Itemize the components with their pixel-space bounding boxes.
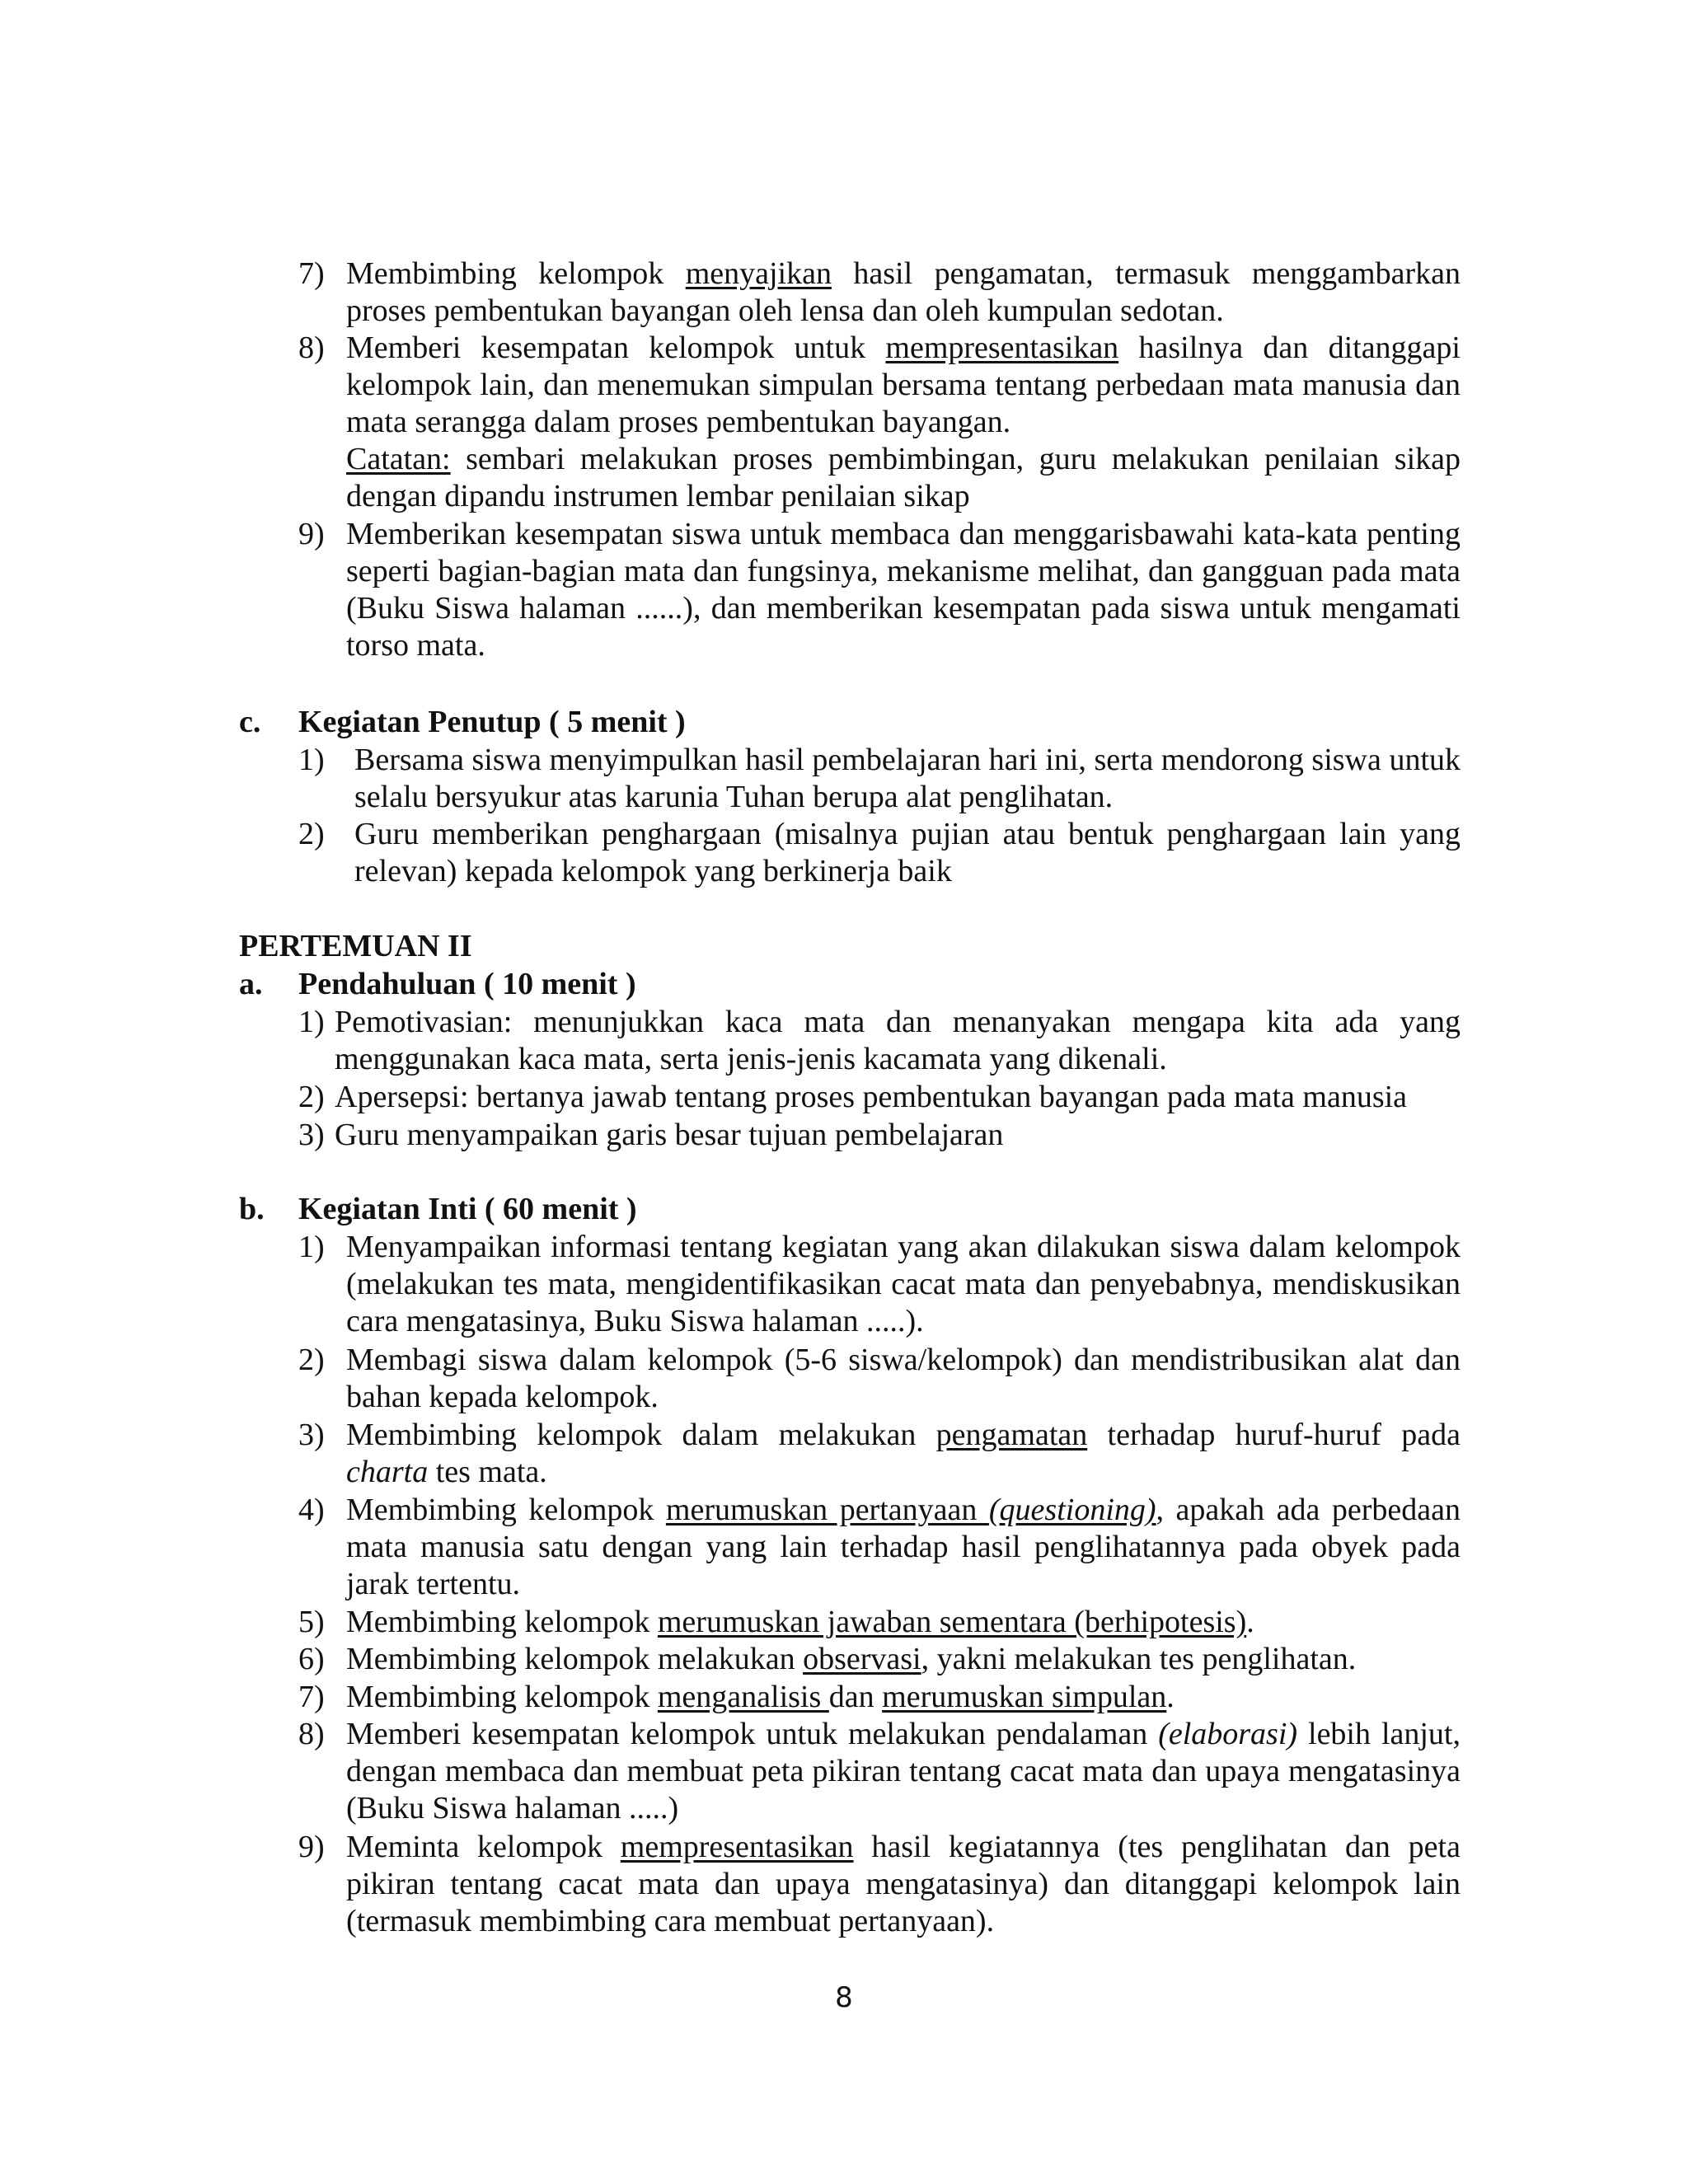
list-item (354, 816, 1461, 890)
list-number: 2) (298, 817, 325, 851)
list-number: 6) (298, 1642, 325, 1676)
text-run: hasil kegiatannya (tes penglihatan dan peta pikiran tentang cacat mata dan upaya mengatasinya) dan ditanggapi kelompok lain (termasuk membimbing cara membuat pertanyaan). (346, 1830, 1461, 1938)
list-item (346, 1679, 1461, 1716)
list-number: 5) (298, 1605, 325, 1639)
underlined-term: merumuskan pertanyaan (665, 1493, 989, 1527)
italic-term: charta (346, 1455, 429, 1489)
section-title: Kegiatan Penutup ( 5 menit ) (298, 705, 686, 739)
list-number: 7) (298, 256, 325, 291)
list-item (335, 1079, 1461, 1116)
text-run: . (1246, 1605, 1254, 1639)
text-run: Membimbing kelompok melakukan (346, 1642, 804, 1676)
text-run: terhadap huruf-huruf pada (1087, 1418, 1461, 1452)
text-run: , yakni melakukan tes penglihatan. (921, 1642, 1357, 1676)
list-item (346, 1229, 1461, 1340)
list-item (335, 1004, 1461, 1078)
list-number: 8) (298, 1717, 325, 1751)
section-title: Pendahuluan ( 10 menit ) (298, 967, 636, 1001)
text-run: Apersepsi: bertanya jawab tentang proses pembentukan bayangan pada mata manusia (335, 1080, 1408, 1114)
underlined-term: mempresentasikan (885, 330, 1119, 365)
underlined-term: merumuskan jawaban sementara (berhipotesis) (657, 1605, 1247, 1639)
note-paragraph (346, 441, 1461, 515)
section-letter: a. (239, 967, 263, 1001)
underlined-term: observasi (803, 1642, 921, 1676)
list-number: 3) (298, 1418, 325, 1452)
italic-term: (elaborasi) (1158, 1717, 1298, 1751)
underlined-term: Catatan: (346, 442, 451, 476)
underlined-term: menganalisis (657, 1680, 829, 1714)
list-item (346, 1604, 1461, 1641)
meeting-heading: PERTEMUAN II (239, 929, 472, 963)
underlined-term: pengamatan (935, 1418, 1088, 1452)
text-run: Membimbing kelompok (346, 1493, 666, 1527)
list-number: 1) (298, 1230, 325, 1264)
text-run: dan (828, 1680, 883, 1714)
text-run: Memberikan kesempatan siswa untuk membaca dan menggarisbawahi kata-kata penting seperti bagian-bagian mata dan fungsinya, mekanisme melihat, dan gangguan pada mata (Buku Siswa halaman ......), dan memberikan kesempatan pada siswa untuk mengamati torso mata. (346, 517, 1461, 663)
list-item (354, 742, 1461, 816)
list-number: 8) (298, 330, 325, 365)
text-run: hasil pengamatan, termasuk menggambarkan proses pembentukan bayangan oleh lensa dan oleh kumpulan sedotan. (346, 256, 1461, 328)
list-number: 7) (298, 1680, 325, 1714)
list-number: 1) (298, 743, 325, 777)
list-number: 2) (298, 1343, 325, 1377)
list-item (346, 1641, 1461, 1678)
list-number: 3) (298, 1118, 325, 1152)
text-run: Membimbing kelompok (346, 1605, 658, 1639)
text-run: , apakah ada perbedaan mata manusia satu dengan yang lain terhadap hasil penglihatannya pada obyek pada jarak tertentu. (346, 1493, 1461, 1601)
text-run: Membimbing kelompok dalam melakukan (346, 1418, 936, 1452)
text-run: Guru menyampaikan garis besar tujuan pembelajaran (335, 1118, 1004, 1152)
underlined-term: menyajikan (685, 256, 832, 291)
underlined-term: (questioning) (988, 1493, 1156, 1527)
text-run: Pemotivasian: menunjukkan kaca mata dan menanyakan mengapa kita ada yang menggunakan kaca mata, serta jenis-jenis kacamata yang dikenali. (335, 1005, 1461, 1076)
underlined-term: mempresentasikan (620, 1830, 854, 1864)
list-item (346, 1716, 1461, 1827)
text-run: Bersama siswa menyimpulkan hasil pembelajaran hari ini, serta mendorong siswa untuk selalu bersyukur atas karunia Tuhan berupa alat penglihatan. (354, 743, 1461, 814)
text-run: Memberi kesempatan kelompok untuk (346, 330, 886, 365)
list-number: 1) (298, 1005, 325, 1039)
text-run: Membimbing kelompok (346, 256, 686, 291)
section-title: Kegiatan Inti ( 60 menit ) (298, 1192, 637, 1226)
section-letter: b. (239, 1192, 265, 1226)
text-run: Membimbing kelompok (346, 1680, 658, 1714)
list-item (346, 1492, 1461, 1603)
text-run: lebih lanjut, dengan membaca dan membuat peta pikiran tentang cacat mata dan upaya mengatasinya (Buku Siswa halaman .....) (346, 1717, 1461, 1825)
text-run: . (1166, 1680, 1175, 1714)
list-item (346, 1417, 1461, 1491)
section-letter: c. (239, 705, 261, 739)
list-item (346, 255, 1461, 330)
text-run: Memberi kesempatan kelompok untuk melakukan pendalaman (346, 1717, 1159, 1751)
list-item (335, 1117, 1461, 1154)
text-run: Guru memberikan penghargaan (misalnya pujian atau bentuk penghargaan lain yang relevan) kepada kelompok yang berkinerja baik (354, 817, 1461, 888)
text-run: sembari melakukan proses pembimbingan, guru melakukan penilaian sikap dengan dipandu instrumen lembar penilaian sikap (346, 442, 1461, 513)
text-run: hasilnya dan ditanggapi kelompok lain, dan menemukan simpulan bersama tentang perbedaan mata manusia dan mata serangga dalam proses pembentukan bayangan. (346, 330, 1461, 439)
list-item (346, 330, 1461, 441)
text-run: Membagi siswa dalam kelompok (5-6 siswa/kelompok) dan mendistribusikan alat dan bahan kepada kelompok. (346, 1343, 1461, 1414)
list-number: 2) (298, 1080, 325, 1114)
list-number: 9) (298, 1830, 325, 1864)
list-item (346, 516, 1461, 664)
underlined-term: merumuskan simpulan (882, 1680, 1167, 1714)
page-number: 8 (835, 1981, 853, 2014)
list-number: 4) (298, 1493, 325, 1527)
text-run: Menyampaikan informasi tentang kegiatan yang akan dilakukan siswa dalam kelompok (melakukan tes mata, mengidentifikasikan cacat mata dan penyebabnya, mendiskusikan cara mengatasinya, Buku Siswa halaman .....). (346, 1230, 1461, 1338)
text-run: tes mata. (428, 1455, 547, 1489)
list-item (346, 1342, 1461, 1416)
list-item (346, 1829, 1461, 1940)
list-number: 9) (298, 517, 325, 551)
text-run: Meminta kelompok (346, 1830, 621, 1864)
